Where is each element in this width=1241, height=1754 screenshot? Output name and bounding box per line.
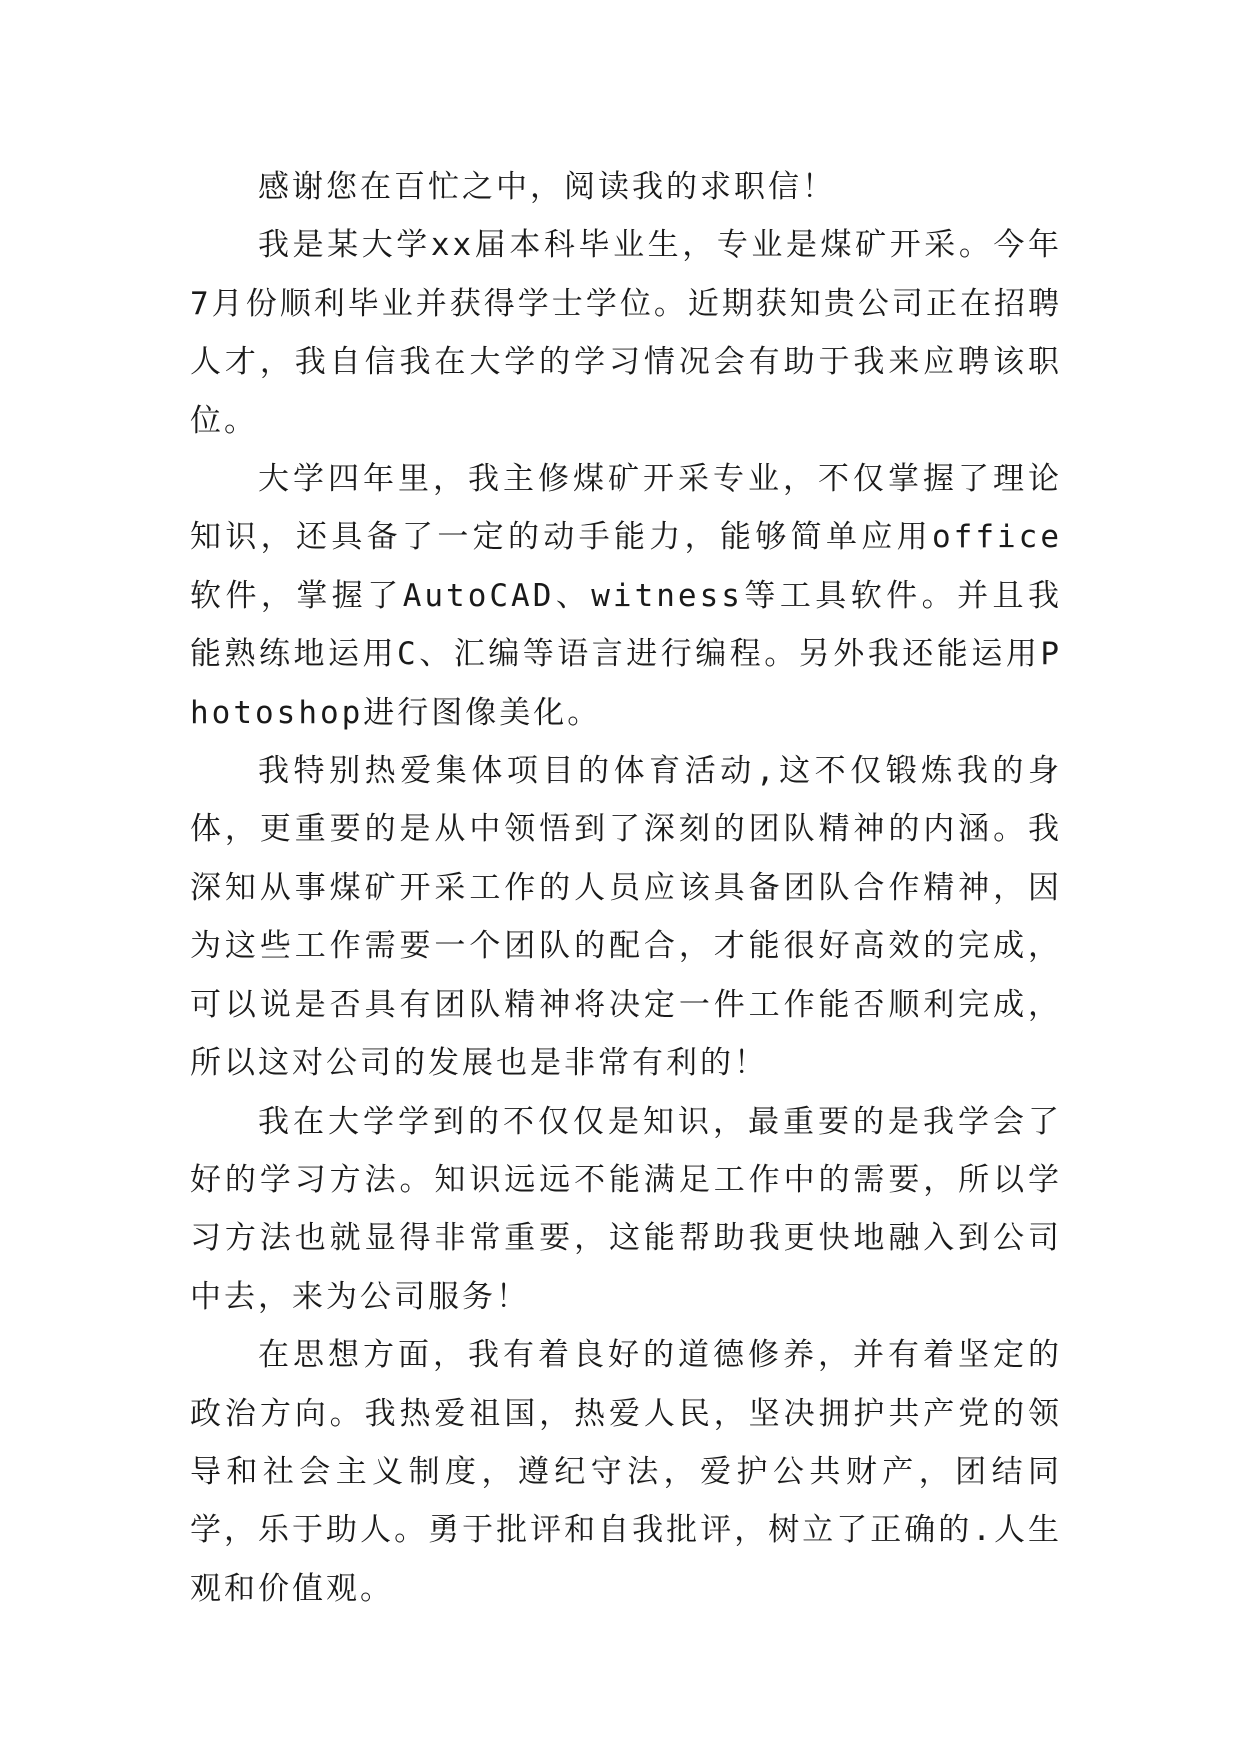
paragraph-learning-methods: 我在大学学到的不仅仅是知识，最重要的是我学会了好的学习方法。知识远远不能满足工作中的需要，所以学习方法也就显得非常重要，这能帮助我更快地融入到公司中去，来为公司服务！ — [190, 1103, 1062, 1315]
paragraph-greeting: 感谢您在百忙之中，阅读我的求职信！ — [258, 169, 836, 205]
paragraph-character: 在思想方面，我有着良好的道德修养，并有着坚定的政治方向。我热爱祖国，热爱人民，坚决拥护共产党的领导和社会主义制度，遵纪守法，爱护公共财产，团结同学，乐于助人。勇于批评和自我批评，树立了正确的.人生观和价值观。 — [190, 1337, 1062, 1607]
paragraph-introduction: 我是某大学xx届本科毕业生，专业是煤矿开采。今年7月份顺利毕业并获得学士学位。近期获知贵公司正在招聘人才，我自信我在大学的学习情况会有助于我来应聘该职位。 — [190, 227, 1062, 439]
paragraph-education-skills: 大学四年里，我主修煤矿开采专业，不仅掌握了理论知识，还具备了一定的动手能力，能够简单应用office软件，掌握了AutoCAD、witness等工具软件。并且我能熟练地运用C、汇编等语言进行编程。另外我还能运用Photoshop进行图像美化。 — [190, 461, 1062, 731]
paragraph-teamwork: 我特别热爱集体项目的体育活动,这不仅锻炼我的身体，更重要的是从中领悟到了深刻的团队精神的内涵。我深知从事煤矿开采工作的人员应该具备团队合作精神，因为这些工作需要一个团队的配合，才能很好高效的完成，可以说是否具有团队精神将决定一件工作能否顺利完成，所以这对公司的发展也是非常有利的！ — [190, 753, 1062, 1082]
letter-body — [190, 158, 1062, 1618]
